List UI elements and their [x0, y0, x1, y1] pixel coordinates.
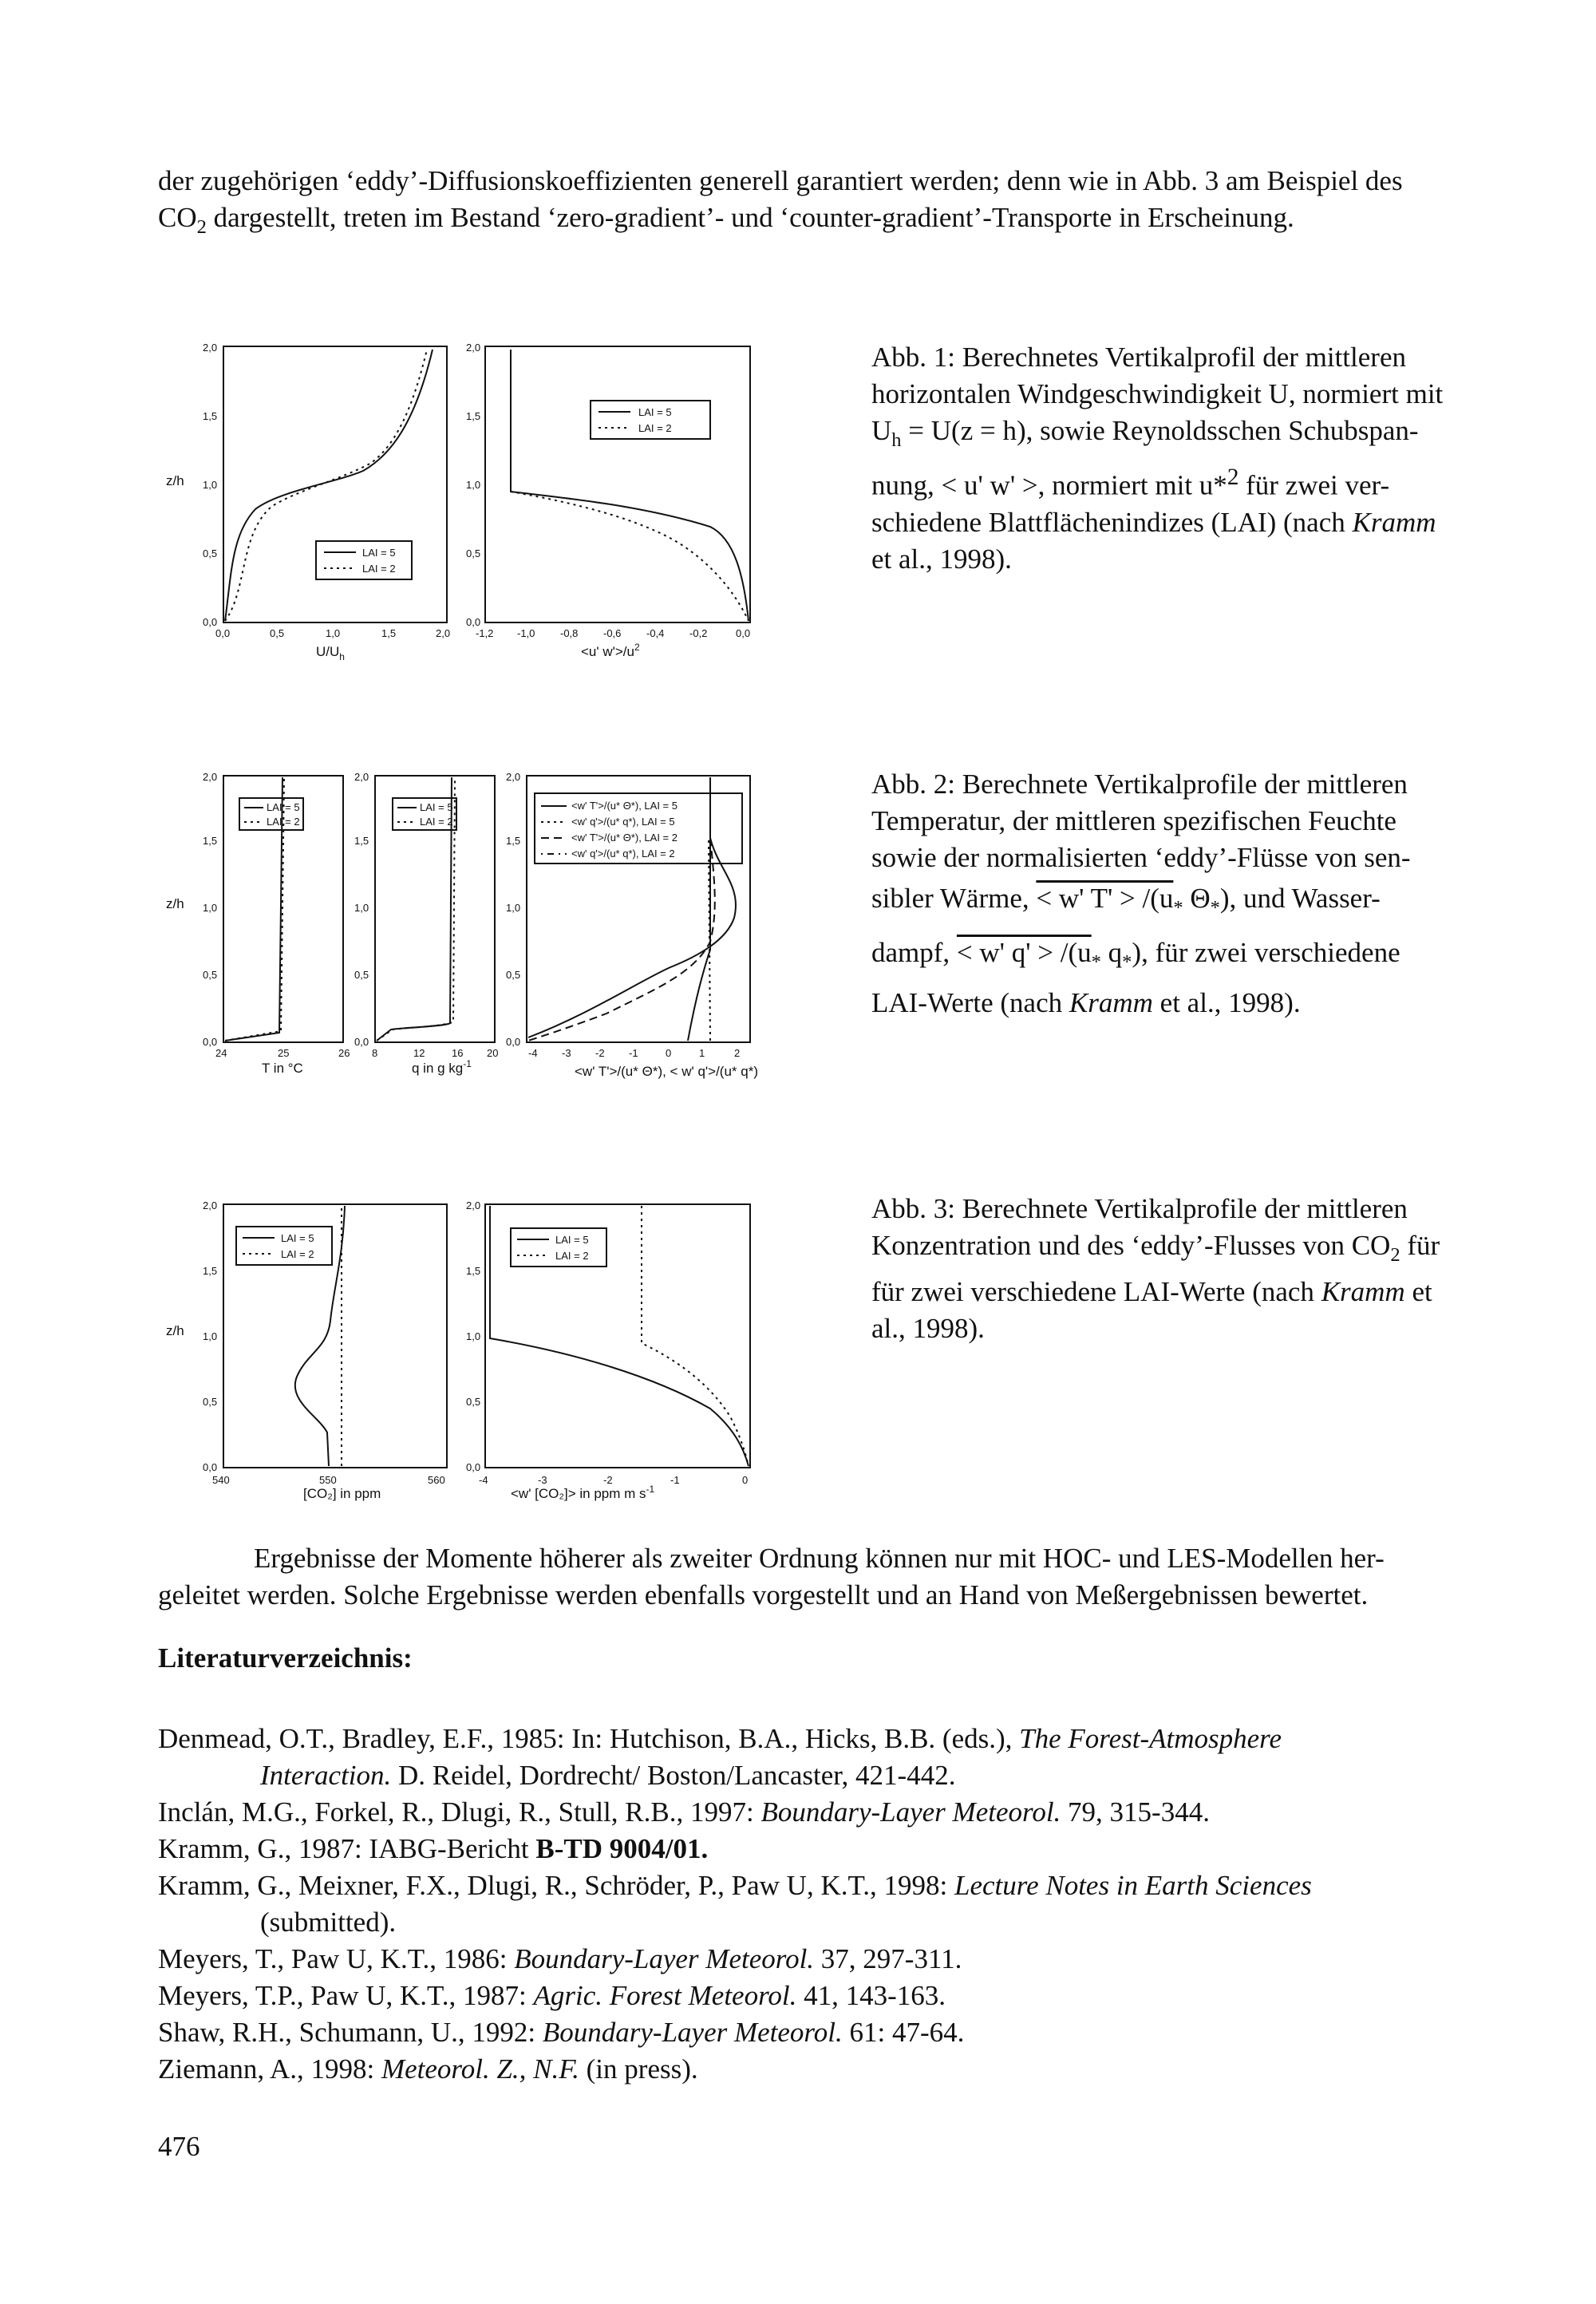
- fig1-xtick: 0,0: [215, 627, 231, 639]
- svg-text:LAI = 2: LAI = 2: [281, 1248, 314, 1260]
- svg-text:-3: -3: [538, 1474, 547, 1486]
- svg-text:-2: -2: [595, 1047, 605, 1059]
- fig1-ytick: 1,0: [203, 479, 218, 491]
- fig1-left-xlabel: $U/U_h$: [316, 644, 345, 662]
- svg-text:0,5: 0,5: [466, 1396, 481, 1408]
- svg-text:0,0: 0,0: [203, 1461, 218, 1473]
- svg-text:2,0: 2,0: [466, 1199, 481, 1211]
- svg-text:1,0: 1,0: [466, 479, 481, 491]
- svg-text:-0,6: -0,6: [603, 627, 622, 639]
- figure-3: [160, 1193, 766, 1512]
- fig2-ylabel: z/h: [166, 896, 184, 911]
- svg-text:16: 16: [452, 1047, 464, 1059]
- svg-text:0,0: 0,0: [466, 616, 481, 628]
- fig1-ytick: 0,5: [203, 547, 218, 559]
- reference-item: Shaw, R.H., Schumann, U., 1992: Boundary-Layer Meteorol. 61: 47-64.: [158, 2017, 965, 2048]
- svg-text:0: 0: [666, 1047, 672, 1059]
- svg-text:0,0: 0,0: [466, 1461, 481, 1473]
- fig3-right-panel: [466, 1199, 750, 1501]
- fig1-xtick: 2,0: [436, 627, 451, 639]
- reference-item: Kramm, G., Meixner, F.X., Dlugi, R., Schröder, P., Paw U, K.T., 1998: Lecture Notes in Earth Sciences (submitted).: [158, 1870, 1312, 1938]
- reference-item: Denmead, O.T., Bradley, E.F., 1985: In: Hutchison, B.A., Hicks, B.B. (eds.), The Forest-Atmosphere Interaction. D. Reidel, Dordrecht/ Boston/Lancaster, 421-442.: [158, 1723, 1282, 1791]
- reference-item: Ziemann, A., 1998: Meteorol. Z., N.F. (in press).: [158, 2053, 698, 2085]
- fig1-ylabel: z/h: [166, 473, 184, 488]
- svg-text:[CO₂] in ppm: [CO₂] in ppm: [303, 1486, 381, 1501]
- svg-text:LAI = 5: LAI = 5: [362, 547, 396, 559]
- svg-text:540: 540: [212, 1474, 230, 1486]
- svg-text:0,0: 0,0: [203, 1036, 218, 1048]
- fig1-right-xlabel: <u' $w'>/u^2$: [581, 642, 640, 659]
- svg-text:LAI = 5: LAI = 5: [420, 801, 453, 813]
- svg-text:q in g kg-1: q in g $kg^{-1}$: [412, 1058, 472, 1076]
- fig1-xtick: 0,5: [270, 627, 285, 639]
- svg-text:1,0: 1,0: [466, 1330, 481, 1342]
- fig2-caption: Abb. 2: Berechnete Vertikalprofile der mittleren Temperatur, der mittleren spezifischen Feuchte sowie der normalisierten ‘eddy’-Flüsse von sen- sibler Wärme, < w' $T' > /(u_*$ $\Theta_*$), und Wasser- dampf, < w' $q' > /(u_*$ $q_*$), für zwei verschiedene LAI-Werte (nach Kramm et al., 1998).: [871, 769, 1411, 1018]
- svg-text:1,0: 1,0: [506, 902, 521, 914]
- page-number: 476: [158, 2131, 200, 2162]
- svg-text:-1,2: -1,2: [476, 627, 494, 639]
- svg-text:1,5: 1,5: [506, 835, 521, 847]
- fig1-caption: Abb. 1: Berechnetes Vertikalprofil der mittleren horizontalen Windgeschwindigkeit U, normiert mit $U_h = U(z = h)$, sowie Reynoldsschen Schubspan- nung, < u' w' >, normiert mit u*$^2$ für zwei ver- schiedene Blattflächenindizes (LAI) (nach Kramm et al., 1998).: [871, 342, 1444, 575]
- fig1-left-panel: [166, 342, 450, 662]
- fig1-xtick: 1,5: [381, 627, 397, 639]
- fig1-ytick: 0,0: [203, 616, 218, 628]
- svg-text:-0,4: -0,4: [646, 627, 665, 639]
- svg-text:LAI = 5: LAI = 5: [638, 406, 672, 418]
- svg-text:T in °C: T in °C: [262, 1061, 303, 1076]
- svg-text:8: 8: [372, 1047, 378, 1059]
- fig1-ytick: 2,0: [203, 342, 218, 354]
- svg-text:LAI = 2: LAI = 2: [420, 816, 453, 828]
- svg-text:LAI = 2: LAI = 2: [267, 816, 300, 828]
- svg-text:-0,2: -0,2: [689, 627, 708, 639]
- reference-item: Meyers, T.P., Paw U, K.T., 1987: Agric. Forest Meteorol. 41, 143-163.: [158, 1980, 946, 2011]
- svg-text:2: 2: [734, 1047, 741, 1059]
- svg-text:24: 24: [215, 1047, 227, 1059]
- svg-text:2,0: 2,0: [466, 342, 481, 354]
- fig1-left-legend: [316, 541, 412, 579]
- svg-text:1,0: 1,0: [203, 1330, 218, 1342]
- svg-text:0: 0: [742, 1474, 749, 1486]
- svg-text:-1: -1: [670, 1474, 680, 1486]
- svg-text:0,5: 0,5: [354, 969, 369, 981]
- reference-item: Inclán, M.G., Forkel, R., Dlugi, R., Stull, R.B., 1997: Boundary-Layer Meteorol. 79, 315-344.: [158, 1796, 1210, 1828]
- fig1-right-legend: [591, 401, 710, 439]
- svg-text:LAI = 2: LAI = 2: [362, 563, 396, 575]
- svg-text:1: 1: [699, 1047, 705, 1059]
- figure-2: [160, 766, 766, 1085]
- fig3-caption: Abb. 3: Berechnete Vertikalprofile der mittleren Konzentration und des ‘eddy’-Flusses von $CO_2$ für für zwei verschiedene LAI-Werte (nach Kramm et al., 1998).: [871, 1193, 1440, 1344]
- svg-text:<w' T'>/(u* Θ*), < w' q'>/(u*: <w' T'>/(u* Θ*), < w' q'>/(u* q*): [575, 1064, 758, 1079]
- figure-1: [160, 335, 766, 686]
- fig1-ytick: 1,5: [203, 410, 218, 422]
- svg-text:0,5: 0,5: [203, 1396, 218, 1408]
- svg-text:0,5: 0,5: [203, 969, 218, 981]
- svg-text:<w' [CO₂]> in ppm m s-1: <w' [CO₂]> in ppm m $s^{-1}$: [511, 1484, 655, 1501]
- svg-text:1,5: 1,5: [466, 1265, 481, 1277]
- intro-line-1: der zugehörigen ‘eddy’-Diffusionskoeffizienten generell garantiert werden; denn wie in Abb. 3 am Beispiel des: [158, 165, 1403, 196]
- svg-text:20: 20: [487, 1047, 499, 1059]
- fig1-xtick: 1,0: [326, 627, 341, 639]
- svg-text:-1: -1: [629, 1047, 638, 1059]
- svg-text:-4: -4: [479, 1474, 488, 1486]
- intro-line-2: $CO_2$ dargestellt, treten im Bestand ‘zero-gradient’- und ‘counter-gradient’-Transporte in Erscheinung.: [158, 202, 1294, 238]
- svg-text:<w' q'>/(u* q*), LAI = 2: <w' q'>/(u* q*), LAI = 2: [571, 848, 675, 860]
- svg-text:0,0: 0,0: [354, 1036, 369, 1048]
- intro-paragraph: [158, 163, 1492, 246]
- svg-text:550: 550: [319, 1474, 337, 1486]
- svg-text:2,0: 2,0: [506, 771, 521, 783]
- svg-text:12: 12: [413, 1047, 425, 1059]
- svg-text:z/h: z/h: [166, 1323, 184, 1338]
- svg-text:LAI = 5: LAI = 5: [555, 1234, 589, 1246]
- svg-text:1,5: 1,5: [354, 835, 369, 847]
- fig1-right-panel: [466, 342, 750, 659]
- reference-item: Meyers, T., Paw U, K.T., 1986: Boundary-Layer Meteorol. 37, 297-311.: [158, 1943, 962, 1974]
- body-paragraph-2: Ergebnisse der Momente höherer als zweiter Ordnung können nur mit HOC- und LES-Modellen her- geleitet werden. Solche Ergebnisse werden ebenfalls vorgestellt und an Hand von Meßergebnissen bewertet.: [158, 1543, 1385, 1610]
- svg-text:LAI = 5: LAI = 5: [281, 1232, 314, 1244]
- reference-item: Kramm, G., 1987: IABG-Bericht B-TD 9004/01.: [158, 1833, 709, 1864]
- fig3-left-panel: [203, 1199, 447, 1501]
- svg-text:1,5: 1,5: [203, 1265, 218, 1277]
- svg-text:0,5: 0,5: [466, 547, 481, 559]
- svg-text:LAI = 2: LAI = 2: [555, 1250, 589, 1262]
- svg-text:1,5: 1,5: [466, 410, 481, 422]
- svg-text:2,0: 2,0: [203, 771, 218, 783]
- svg-text:25: 25: [278, 1047, 290, 1059]
- svg-text:26: 26: [338, 1047, 350, 1059]
- svg-text:1,5: 1,5: [203, 835, 218, 847]
- svg-text:LAI = 2: LAI = 2: [638, 422, 672, 434]
- svg-text:<w' q'>/(u* q*), LAI = 5: <w' q'>/(u* q*), LAI = 5: [571, 816, 675, 828]
- fig2-panel-humidity: [354, 771, 498, 1076]
- svg-text:-0,8: -0,8: [560, 627, 579, 639]
- svg-text:2,0: 2,0: [203, 1199, 218, 1211]
- svg-text:0,0: 0,0: [506, 1036, 521, 1048]
- svg-text:-3: -3: [562, 1047, 571, 1059]
- svg-text:-4: -4: [528, 1047, 538, 1059]
- svg-text:0,5: 0,5: [506, 969, 521, 981]
- svg-text:0,0: 0,0: [736, 627, 751, 639]
- svg-text:560: 560: [428, 1474, 445, 1486]
- fig2-panel-fluxes: [506, 771, 758, 1079]
- fig2-panel-temperature: [203, 771, 350, 1076]
- svg-text:1,0: 1,0: [203, 902, 218, 914]
- svg-text:<w' T'>/(u* Θ*), LAI = 2: <w' T'>/(u* Θ*), LAI = 2: [571, 832, 678, 844]
- svg-text:<w' T'>/(u* Θ*), LAI = 5: <w' T'>/(u* Θ*), LAI = 5: [571, 800, 678, 812]
- svg-text:-1,0: -1,0: [517, 627, 535, 639]
- svg-text:2,0: 2,0: [354, 771, 369, 783]
- svg-text:-2: -2: [603, 1474, 613, 1486]
- svg-text:1,0: 1,0: [354, 902, 369, 914]
- references-title: Literaturverzeichnis:: [158, 1642, 413, 1674]
- svg-text:LAI = 5: LAI = 5: [267, 801, 300, 813]
